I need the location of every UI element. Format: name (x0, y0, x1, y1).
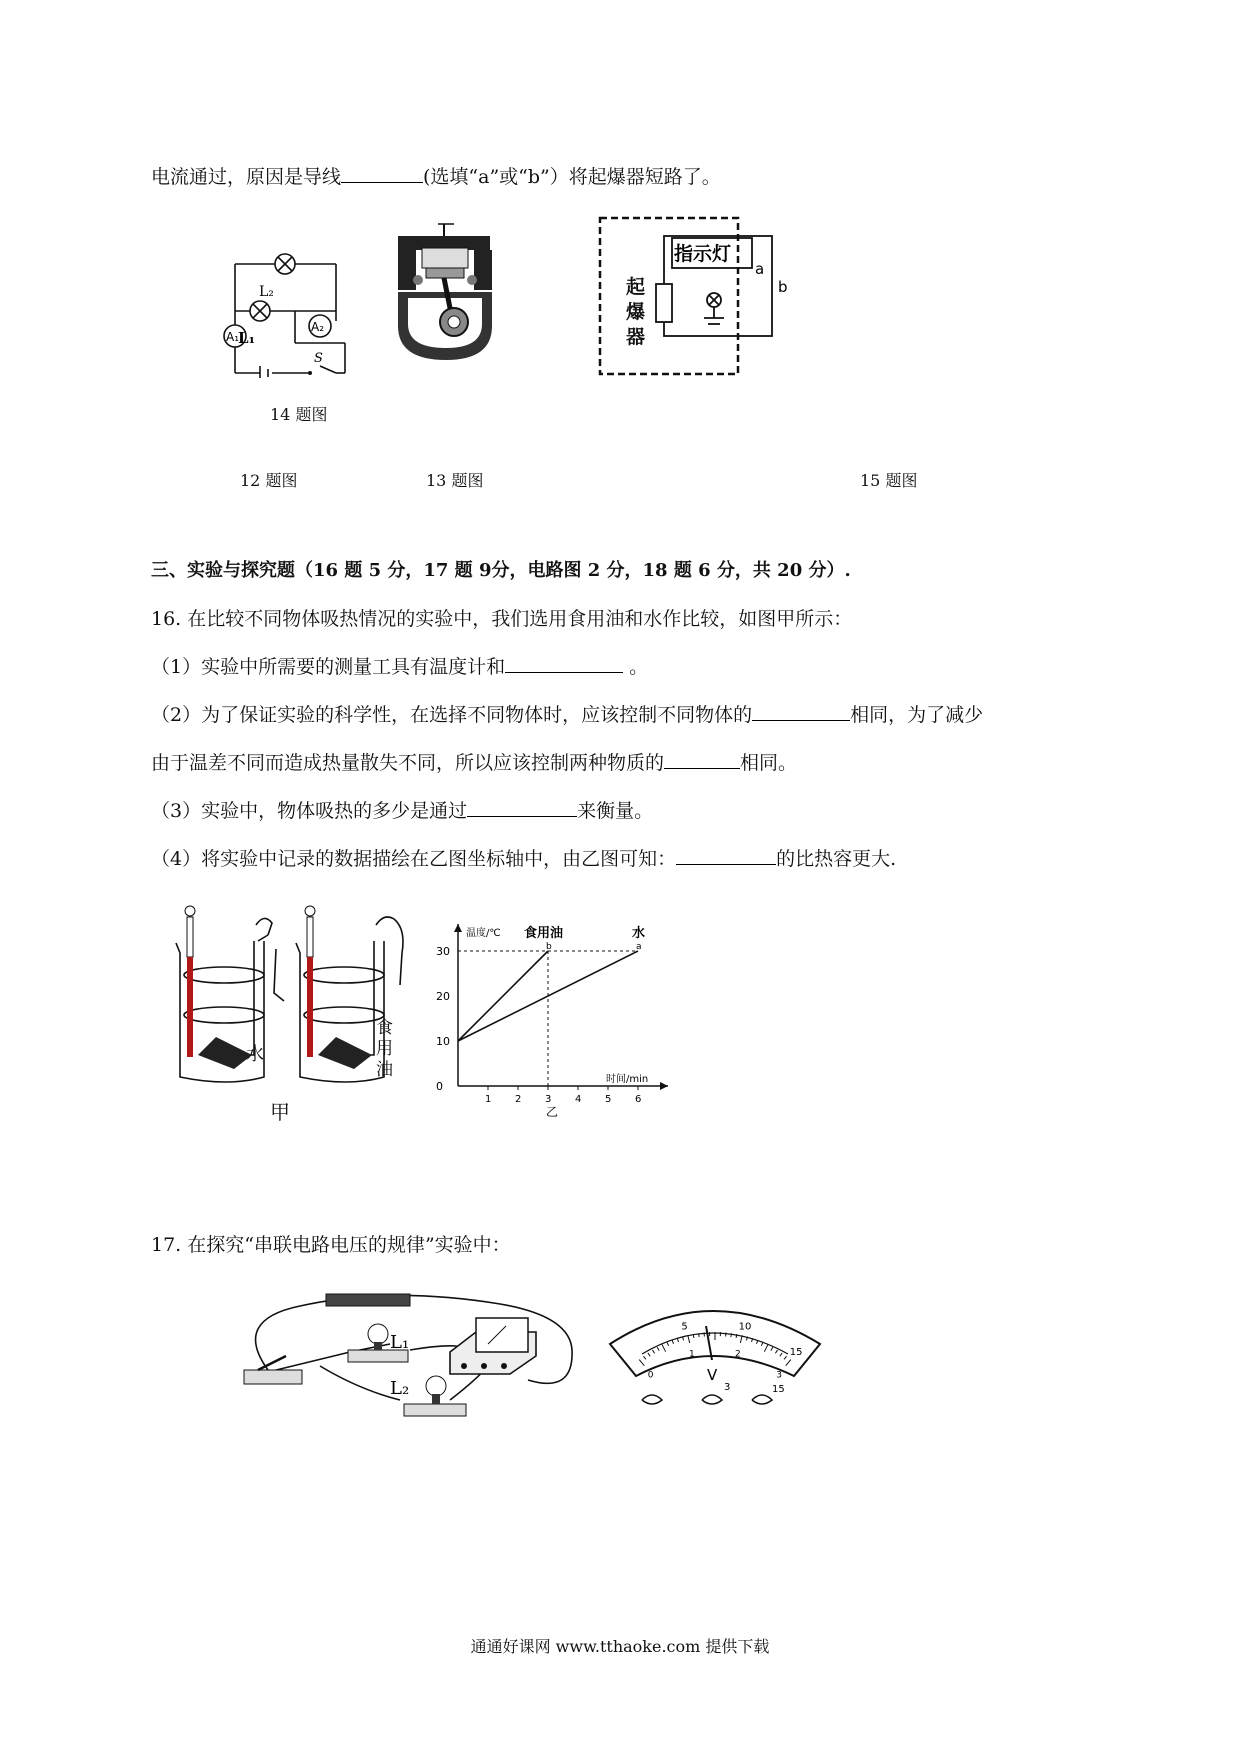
fig17-l1-label: L₁ (390, 1332, 410, 1353)
chart-caption: 乙 (546, 1105, 559, 1119)
fig12-caption: 12 题图 (240, 471, 298, 490)
q16-stem: 16. 在比较不同物体吸热情况的实验中，我们选用食用油和水作比较，如图甲所示： (151, 608, 853, 630)
y-tick-label: 0 (436, 1080, 443, 1093)
y-tick-label: 20 (436, 990, 450, 1003)
q16-p3-pre: （3）实验中，物体吸热的多少是通过 (151, 800, 468, 822)
dial-scale-bottom-label: 1 (688, 1349, 695, 1360)
q16-p4-pre: （4）将实验中记录的数据描绘在乙图坐标轴中，由乙图可知： (151, 848, 677, 870)
fig-jia-caption: 甲 (270, 1100, 290, 1124)
q16-p2b-pre: 由于温差不同而造成热量散失不同，所以应该控制两种物质的 (151, 752, 665, 774)
dial-scale-top-label: 10 (738, 1321, 752, 1333)
fig15-caption: 15 题图 (860, 471, 918, 490)
dial-scale-bottom-label: 0 (647, 1370, 654, 1381)
x-tick-label: 1 (485, 1094, 492, 1105)
x-tick-label: 6 (635, 1094, 642, 1105)
x-tick-label: 5 (605, 1094, 612, 1105)
footer-credit: 通通好课网 www.tthaoke.com 提供下载 (470, 1637, 770, 1656)
y-tick-label: 30 (436, 945, 450, 958)
q16-part1 (151, 652, 648, 679)
dial-tick (699, 1333, 700, 1337)
series-name-label: 食用油 (524, 926, 564, 941)
fig-jia-water-label: 水 (246, 1044, 264, 1065)
fig13-caption: 13 题图 (426, 471, 484, 490)
q15-tail-pre: 电流通过，原因是导线 (151, 166, 342, 188)
fig13-engine-diagram (392, 222, 500, 364)
q16-blank-3[interactable] (664, 767, 740, 769)
q16-p2-pre: （2）为了保证实验的科学性，在选择不同物体时，应该控制不同物体的 (151, 704, 753, 726)
q16-blank-4[interactable] (467, 815, 577, 817)
x-tick-label: 3 (545, 1094, 552, 1105)
q16-p1-pre: （1）实验中所需要的测量工具有温度计和 (151, 656, 506, 678)
terminal-3: 3 (724, 1382, 731, 1393)
x-axis-label: 时间/min (606, 1074, 649, 1085)
dial-unit: V (707, 1366, 718, 1384)
fig15-detonator-label: 起爆器 (626, 276, 646, 348)
fig17-voltmeter-dial (602, 1300, 828, 1420)
q16-p4-post: 的比热容更大. (776, 848, 897, 870)
fig15-b-label: b (778, 278, 788, 296)
q16-blank-5[interactable] (676, 863, 776, 865)
q15-blank[interactable] (341, 181, 423, 183)
dial-tick (731, 1333, 732, 1337)
q17-stem: 17. 在探究“串联电路电压的规律”实验中： (151, 1234, 511, 1256)
dial-scale-top-label: 5 (681, 1321, 688, 1333)
x-tick-label: 2 (515, 1094, 522, 1105)
q16-blank-2[interactable] (752, 719, 850, 721)
q16-part2 (151, 700, 983, 727)
fig14-caption: 14 题图 (270, 405, 328, 424)
section3-title: 三、实验与探究题（16 题 5 分，17 题 9分，电路图 2 分，18 题 6 分，共 20 分）. (151, 560, 851, 581)
q16-blank-1[interactable] (505, 671, 623, 673)
q16-p2b-post: 相同。 (740, 752, 798, 774)
terminal-15: 15 (772, 1384, 785, 1395)
y-axis-label: 温度/℃ (466, 928, 501, 939)
q15-tail-post: (选填“a”或“b”）将起爆器短路了。 (423, 166, 721, 188)
q15-tail-line (151, 162, 721, 189)
series-line-0 (458, 951, 548, 1041)
dial-scale-bottom-label: 3 (776, 1370, 783, 1381)
point-label: b (546, 942, 552, 952)
dial-scale-top-label: 15 (789, 1347, 803, 1359)
dial-scale-bottom-label: 2 (735, 1349, 741, 1360)
fig17-l2-label: L₂ (390, 1378, 410, 1399)
q16-part4 (151, 844, 896, 871)
fig15-indicator-label: 指示灯 (674, 243, 732, 265)
label-s: S (314, 351, 323, 366)
fig-jia-oil-label: 食用油 (376, 1018, 393, 1080)
fig12-circuit-diagram (210, 248, 365, 378)
q16-p3-post: 来衡量。 (577, 800, 654, 822)
y-tick-label: 10 (436, 1035, 450, 1048)
fig15-a-label: a (755, 260, 765, 278)
q16-p1-post: 。 (623, 656, 649, 678)
q16-p2-post: 相同，为了减少 (850, 704, 984, 726)
label-a1: A₁ (226, 330, 240, 344)
fig17-circuit-photo (240, 1290, 580, 1450)
point-label: a (636, 942, 642, 952)
q16-part3 (151, 796, 653, 823)
q16-part2b (151, 748, 797, 775)
x-tick-label: 4 (575, 1094, 582, 1105)
label-a2: A₂ (311, 320, 325, 334)
label-l1: L₁ (238, 329, 256, 347)
label-l2: L₂ (259, 284, 274, 300)
fig-yi-chart (428, 910, 678, 1120)
series-name-label: 水 (632, 926, 646, 941)
